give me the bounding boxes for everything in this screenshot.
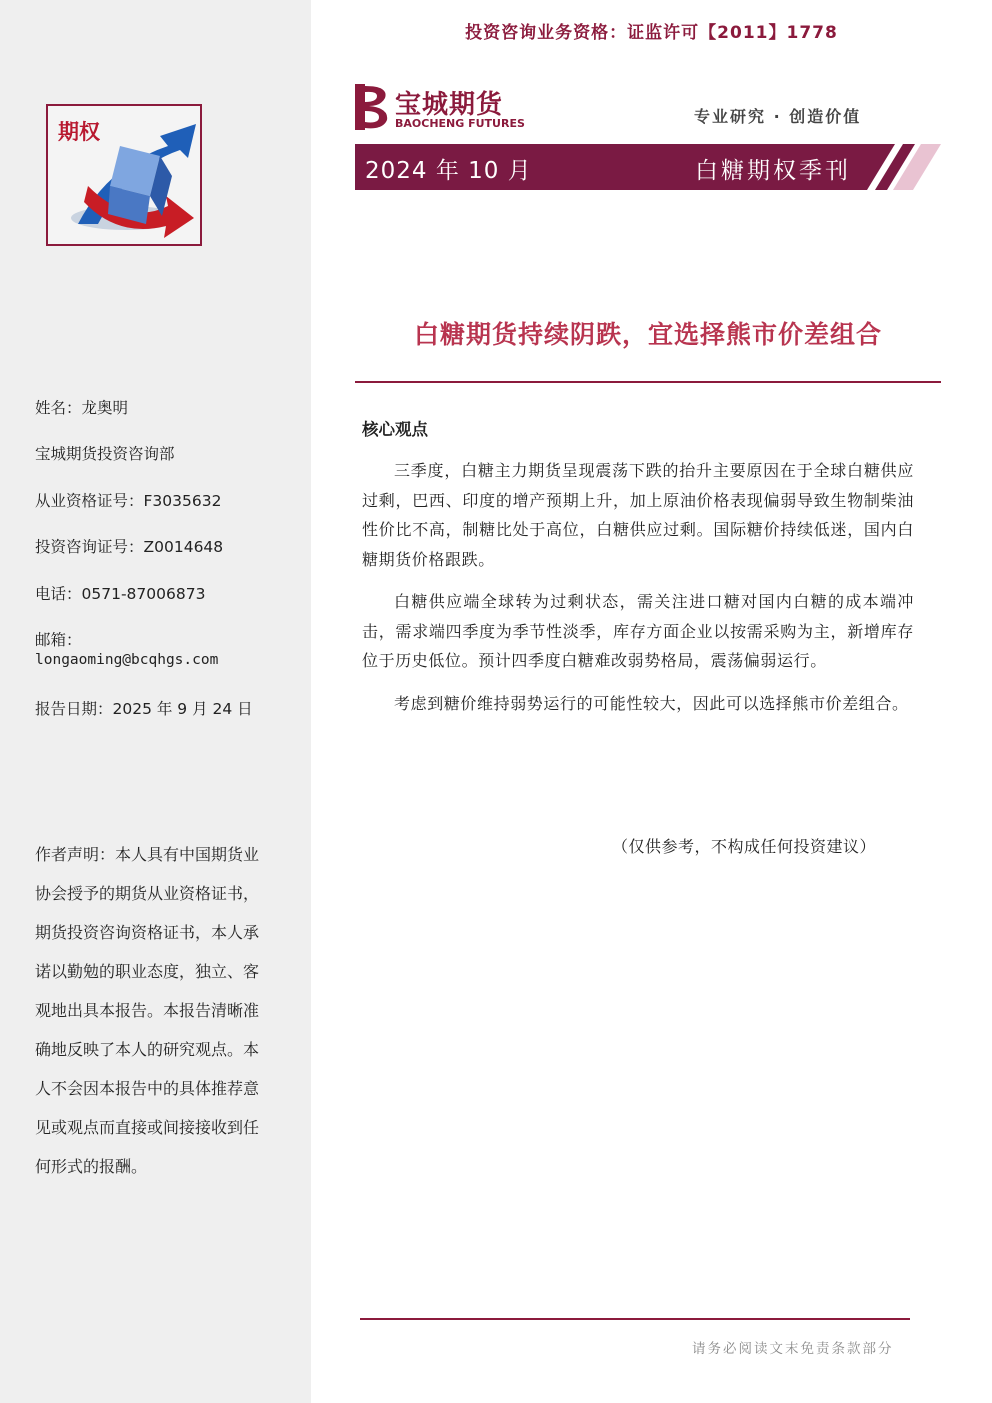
footer-disclaimer: 请务必阅读文末免责条款部分: [692, 1341, 894, 1357]
issue-banner: [355, 144, 941, 190]
brand-logo: [355, 84, 525, 132]
practice-cert-number: 从业资格证号：F3035632: [35, 492, 222, 510]
paragraph: 三季度，白糖主力期货呈现震荡下跌的抬升主要原因在于全球白糖供应过剩，巴西、印度的增产预期上升，加上原油价格表现偏弱导致生物制柴油性价比不高，制糖比处于高位，白糖供应过剩。国际糖价持续低迷，国内白糖期货价格跟跌。: [362, 461, 914, 569]
brand-name-en: BAOCHENG FUTURES: [395, 117, 525, 130]
report-date: 报告日期：2025 年 9 月 24 日: [35, 700, 253, 718]
sidebar: [0, 0, 311, 1403]
report-series: 白糖期权季刊: [695, 158, 851, 184]
headline-divider: [355, 381, 941, 383]
paragraph: 白糖供应端全球转为过剩状态，需关注进口糖对国内白糖的成本端冲击，需求端四季度为季节性淡季，库存方面企业以按需采购为主，新增库存位于历史低位。预计四季度白糖难改弱势格局，震荡偏弱运行。: [362, 592, 914, 670]
email-address: longaoming@bcqhgs.com: [35, 652, 219, 668]
section-title: 核心观点: [362, 420, 428, 439]
baocheng-logo-icon: [355, 84, 391, 130]
brand-name-cn: 宝城期货: [395, 90, 504, 120]
reference-only-note: （仅供参考，不构成任何投资建议）: [612, 837, 877, 856]
options-tag: 期权: [58, 120, 100, 144]
paragraph: 考虑到糖价维持弱势运行的可能性较大，因此可以选择熊市价差组合。: [394, 693, 909, 713]
author-declaration: 作者声明：本人具有中国期货业协会授予的期货从业资格证书，期货投资咨询资格证书，本人承诺以勤勉的职业态度，独立、客观地出具本报告。本报告清晰准确地反映了本人的研究观点。本人不会因本报告中的具体推荐意见或观点而直接或间接接收到任何形式的报酬。: [35, 845, 260, 1176]
core-views: [362, 456, 914, 731]
issue-date: 2024 年 10 月: [365, 158, 532, 184]
footer-divider: [360, 1318, 910, 1320]
phone-number: 电话：0571-87006873: [35, 585, 206, 603]
license-statement: 投资咨询业务资格：证监许可【2011】1778: [465, 23, 838, 43]
author-name: 姓名：龙奥明: [35, 399, 129, 417]
slogan: 专业研究 · 创造价值: [694, 107, 862, 126]
options-logo-image: [46, 104, 202, 246]
consult-cert-number: 投资咨询证号：Z0014648: [35, 538, 224, 556]
email-label: 邮箱：: [35, 631, 82, 649]
department: 宝城期货投资咨询部: [35, 445, 175, 463]
report-headline: 白糖期货持续阴跌，宜选择熊市价差组合: [413, 320, 882, 349]
